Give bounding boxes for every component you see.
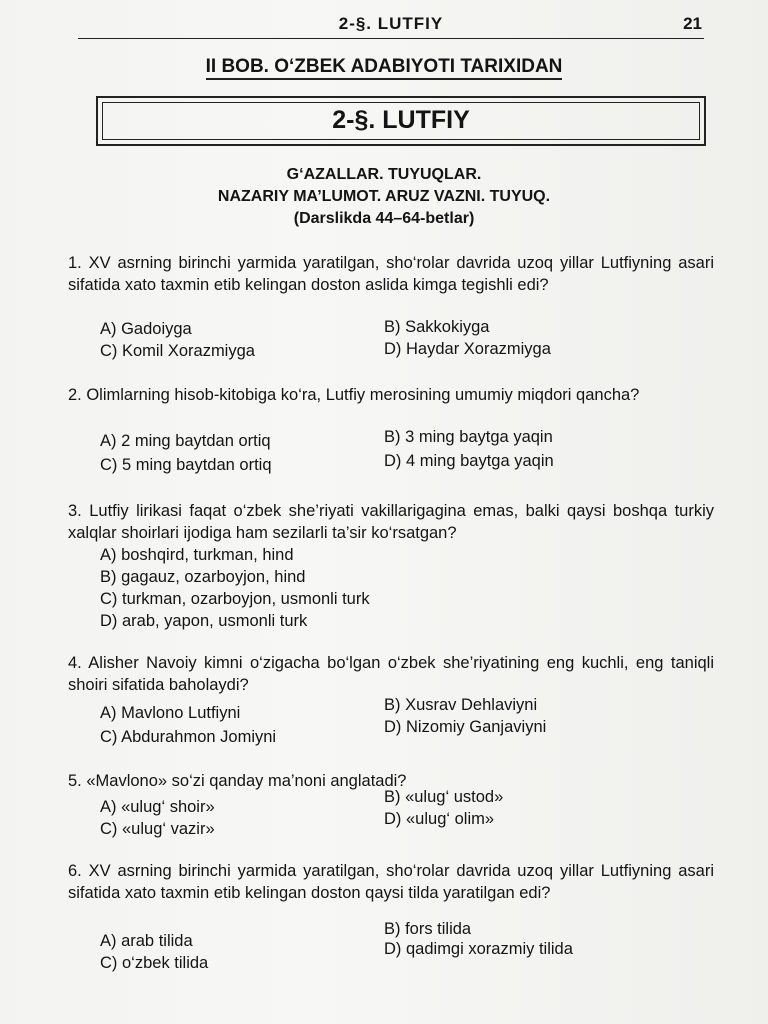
question-4-option-c: C) Abdurahmon Jomiyni [100, 728, 277, 746]
subheading-topics: G‘AZALLAR. TUYUQLAR. [286, 166, 482, 183]
question-5-option-a: A) «ulug‘ shoir» [100, 798, 215, 816]
question-1-text: 1. XV asrning birinchi yarmida yaratilgan, sho‘rolar davrida uzoq yillar Lutfiyning asari sifatida xato taxmin etib kelingan doston aslida kimga tegishli edi? [68, 254, 714, 294]
section-title-box [96, 96, 706, 146]
question-3-text: 3. Lutfiy lirikasi faqat o‘zbek she’riyati vakillarigagina emas, balki qaysi boshqa turkiy xalqlar shoirlari ijodiga ham sezilarli ta’sir ko‘rsatgan? [68, 502, 714, 542]
question-4-text: 4. Alisher Navoiy kimni o‘zigacha bo‘lgan o‘zbek she’riyatining eng kuchli, eng taniqli shoiri sifatida baholaydi? [68, 654, 714, 694]
question-3-option-c: C) turkman, ozarboyjon, usmonli turk [100, 590, 370, 608]
section-title: 2-§. LUTFIY [102, 102, 700, 140]
question-6-option-a: A) arab tilida [100, 932, 193, 950]
question-1-option-d: D) Haydar Xorazmiyga [384, 340, 551, 358]
running-header [78, 14, 704, 39]
question-6-text: 6. XV asrning birinchi yarmida yaratilgan, sho‘rolar davrida uzoq yillar Lutfiyning asari sifatida xato taxmin etib kelingan doston qaysi tilda yaratilgan edi? [68, 862, 714, 902]
running-title: 2-§. LUTFIY [338, 14, 444, 33]
question-2-option-a: A) 2 ming baytdan ortiq [100, 432, 271, 450]
page-number: 21 [683, 14, 702, 33]
question-2-option-d: D) 4 ming baytga yaqin [384, 452, 554, 470]
chapter-title-text: II BOB. O‘ZBEK ADABIYOTI TARIXIDAN [206, 56, 563, 80]
question-1-option-b: B) Sakkokiyga [384, 318, 490, 336]
question-6-option-d: D) qadimgi xorazmiy tilida [384, 940, 573, 958]
question-3-option-a: A) boshqird, turkman, hind [100, 546, 294, 564]
question-2-text: 2. Olimlarning hisob-kitobiga ko‘ra, Lutfiy merosining umumiy miqdori qancha? [68, 386, 640, 404]
question-1-option-a: A) Gadoiyga [100, 320, 192, 338]
question-2-option-b: B) 3 ming baytga yaqin [384, 428, 553, 446]
question-3-option-d: D) arab, yapon, usmonli turk [100, 612, 308, 630]
subheading-pages: (Darslikda 44–64-betlar) [293, 210, 475, 227]
question-1-option-c: C) Komil Xorazmiyga [100, 342, 255, 360]
question-4-option-d: D) Nizomiy Ganjaviyni [384, 718, 547, 736]
question-4-option-a: A) Mavlono Lutfiyni [100, 704, 241, 722]
question-5-option-b: B) «ulug‘ ustod» [384, 788, 504, 806]
question-5-text: 5. «Mavlono» so‘zi qanday ma’noni anglatadi? [68, 772, 407, 790]
question-3-option-b: B) gagauz, ozarboyjon, hind [100, 568, 306, 586]
question-6-option-c: C) o‘zbek tilida [100, 954, 209, 972]
subheading-theory: NAZARIY MA’LUMOT. ARUZ VAZNI. TUYUQ. [217, 188, 551, 205]
question-6-option-b: B) fors tilida [384, 920, 472, 938]
question-2-option-c: C) 5 ming baytdan ortiq [100, 456, 272, 474]
question-4-option-b: B) Xusrav Dehlaviyni [384, 696, 538, 714]
chapter-title [0, 56, 768, 78]
question-5-option-c: C) «ulug‘ vazir» [100, 820, 215, 838]
question-5-option-d: D) «ulug‘ olim» [384, 810, 495, 828]
